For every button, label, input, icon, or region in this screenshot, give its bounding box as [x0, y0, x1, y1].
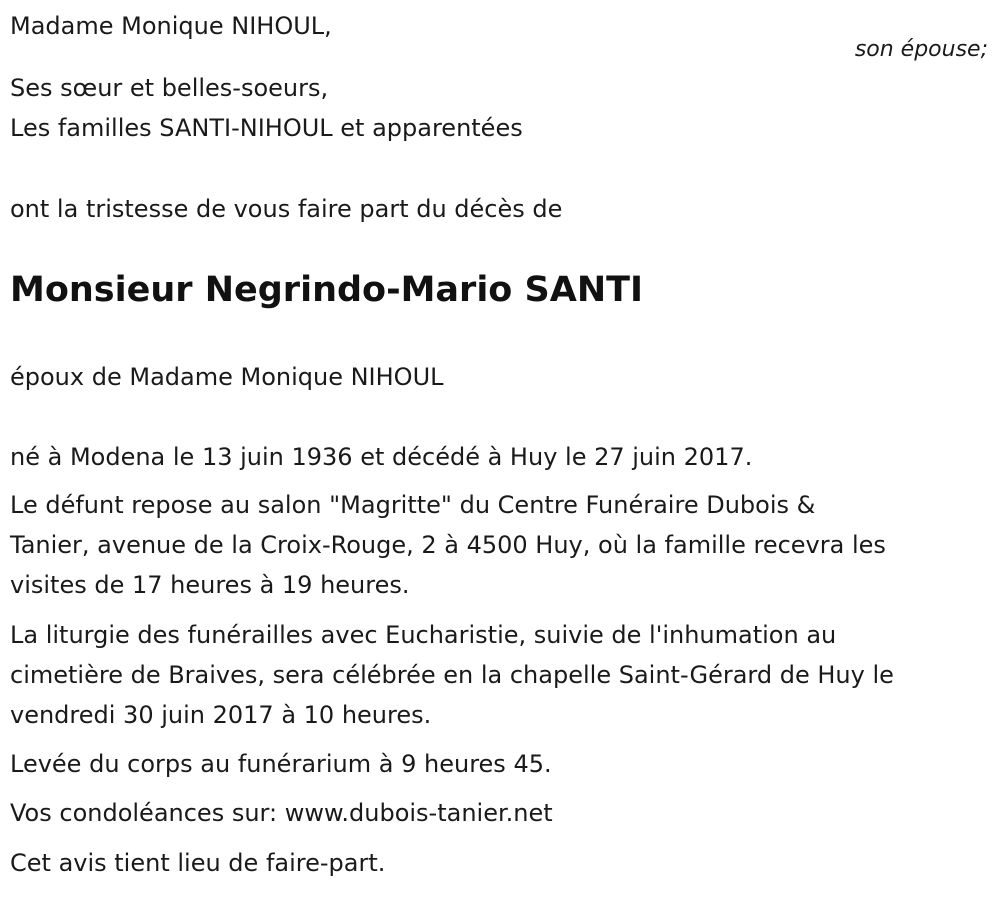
liturgy-line-3: vendredi 30 juin 2017 à 10 heures.	[10, 701, 432, 729]
condolences-line: Vos condoléances sur: www.dubois-tanier.net	[10, 799, 553, 827]
faire-part-line: Cet avis tient lieu de faire-part.	[10, 849, 386, 877]
levee-line: Levée du corps au funérarium à 9 heures 45.	[10, 750, 552, 778]
family-line-2: Les familles SANTI-NIHOUL et apparentées	[10, 114, 523, 142]
liturgy-line-2: cimetière de Braives, sera célébrée en la chapelle Saint-Gérard de Huy le	[10, 661, 894, 689]
liturgy-line-1: La liturgie des funérailles avec Eucharistie, suivie de l'inhumation au	[10, 621, 837, 649]
repose-line-1: Le défunt repose au salon "Magritte" du Centre Funéraire Dubois &	[10, 491, 816, 519]
repose-line-2: Tanier, avenue de la Croix-Rouge, 2 à 4500 Huy, où la famille recevra les	[10, 531, 886, 559]
announcement-line: ont la tristesse de vous faire part du décès de	[10, 195, 563, 223]
spouse-of-line: époux de Madame Monique NIHOUL	[10, 363, 444, 391]
wife-role: son épouse;	[854, 37, 988, 62]
wife-line: Madame Monique NIHOUL,	[10, 12, 332, 40]
family-line-1: Ses sœur et belles-soeurs,	[10, 74, 329, 102]
birth-death-line: né à Modena le 13 juin 1936 et décédé à Huy le 27 juin 2017.	[10, 443, 753, 471]
deceased-name: Monsieur Negrindo-Mario SANTI	[10, 270, 644, 310]
repose-line-3: visites de 17 heures à 19 heures.	[10, 571, 410, 599]
